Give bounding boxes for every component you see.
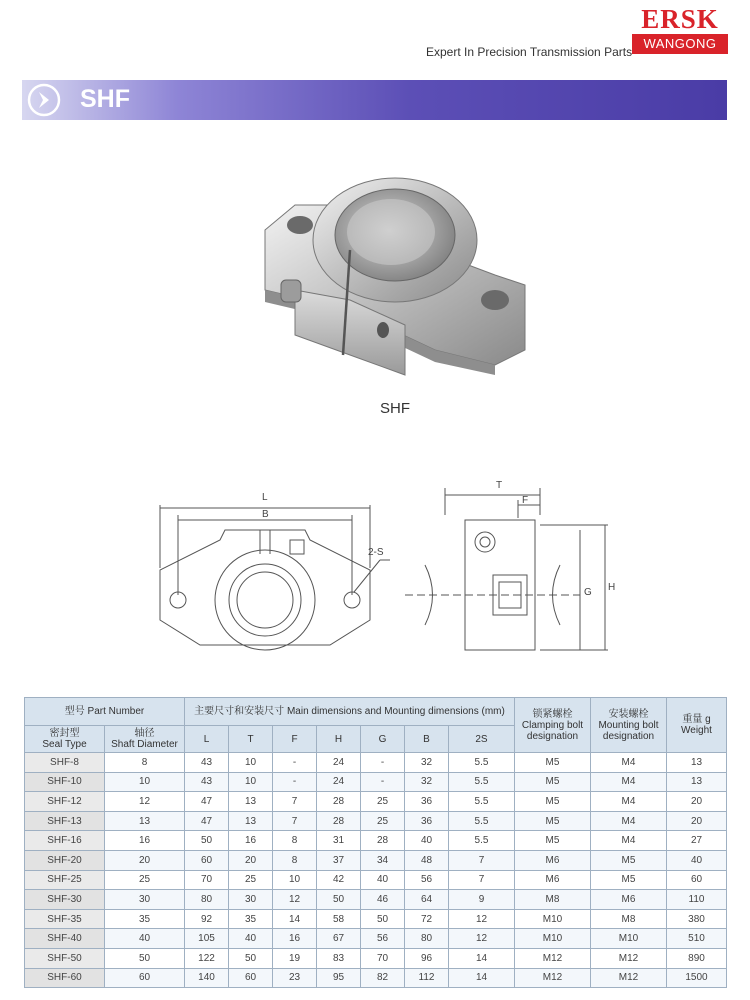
spec-table-body [25,753,727,988]
table-cell: 9 [449,890,515,910]
table-cell: M5 [515,831,591,851]
table-cell: 7 [273,792,317,812]
header-part-number: 型号 Part Number [25,698,185,726]
table-cell: 16 [105,831,185,851]
table-cell: 14 [273,909,317,929]
table-cell: 110 [667,890,727,910]
table-cell: M12 [515,968,591,988]
table-cell: 82 [361,968,405,988]
table-cell: 60 [185,850,229,870]
table-cell: 24 [317,753,361,773]
table-cell: M4 [591,772,667,792]
table-cell: M4 [591,792,667,812]
table-cell: 50 [361,909,405,929]
table-cell: SHF-35 [25,909,105,929]
photo-caption: SHF [380,400,410,417]
dim-label-l: L [262,492,268,503]
header-dim-b: B [405,726,449,753]
table-cell: SHF-30 [25,890,105,910]
table-cell: - [273,753,317,773]
table-cell: SHF-12 [25,792,105,812]
table-cell: 67 [317,929,361,949]
header-mounting-bolt: 安装螺栓 Mounting bolt designation [591,698,667,753]
dim-label-t: T [496,480,503,491]
table-cell: SHF-60 [25,968,105,988]
table-cell: 5.5 [449,772,515,792]
brand-subtitle: WANGONG [632,34,728,54]
section-title: SHF [80,85,130,113]
table-cell: M4 [591,753,667,773]
table-cell: 25 [105,870,185,890]
table-cell: 50 [105,948,185,968]
table-cell: 380 [667,909,727,929]
table-cell: 47 [185,792,229,812]
table-cell: 13 [229,792,273,812]
table-row [25,968,727,988]
header-dim-t: T [229,726,273,753]
table-row [25,772,727,792]
header-dim-h: H [317,726,361,753]
table-cell: M12 [515,948,591,968]
spec-table [24,697,727,988]
table-cell: M12 [591,948,667,968]
table-cell: 80 [405,929,449,949]
table-cell: 47 [185,811,229,831]
table-cell: 13 [229,811,273,831]
table-cell: SHF-13 [25,811,105,831]
table-cell: M8 [515,890,591,910]
table-cell: 890 [667,948,727,968]
table-cell: M5 [515,753,591,773]
dim-label-f: F [522,495,529,506]
table-cell: 72 [405,909,449,929]
section-banner [22,80,727,120]
header-dim-l: L [185,726,229,753]
header-dim-2s: 2S [449,726,515,753]
table-cell: 14 [449,968,515,988]
table-cell: 28 [317,792,361,812]
table-cell: 92 [185,909,229,929]
table-cell: 7 [273,811,317,831]
table-cell: M12 [591,968,667,988]
table-cell: 50 [185,831,229,851]
table-cell: 10 [229,772,273,792]
table-cell: M5 [515,792,591,812]
table-cell: 40 [361,870,405,890]
table-cell: - [273,772,317,792]
table-cell: 20 [667,811,727,831]
table-cell: M10 [515,929,591,949]
table-cell: 5.5 [449,831,515,851]
table-cell: 50 [229,948,273,968]
table-cell: 5.5 [449,792,515,812]
table-cell: 13 [667,772,727,792]
table-cell: 40 [667,850,727,870]
dim-label-s: 2-S [368,547,384,558]
table-cell: 510 [667,929,727,949]
table-cell: 64 [405,890,449,910]
table-cell: SHF-16 [25,831,105,851]
table-cell: 14 [449,948,515,968]
table-cell: 10 [273,870,317,890]
table-row [25,870,727,890]
table-cell: 20 [229,850,273,870]
product-photo [255,150,535,390]
header-dim-g: G [361,726,405,753]
table-cell: 13 [105,811,185,831]
table-cell: M6 [515,870,591,890]
technical-drawing [140,470,620,670]
table-row [25,831,727,851]
table-row [25,948,727,968]
table-cell: 80 [185,890,229,910]
table-row [25,811,727,831]
table-cell: 23 [273,968,317,988]
table-cell: 28 [361,831,405,851]
chevron-right-circle-icon [27,83,61,117]
table-cell: M5 [515,772,591,792]
table-cell: 83 [317,948,361,968]
table-cell: 30 [105,890,185,910]
table-cell: SHF-25 [25,870,105,890]
table-cell: 95 [317,968,361,988]
table-cell: M4 [591,811,667,831]
table-cell: 28 [317,811,361,831]
table-cell: 12 [105,792,185,812]
table-cell: 12 [449,929,515,949]
table-cell: 60 [229,968,273,988]
table-cell: 12 [449,909,515,929]
table-cell: M8 [591,909,667,929]
table-cell: M6 [591,890,667,910]
header-seal-type: 密封型 Seal Type [25,726,105,753]
table-row [25,850,727,870]
table-cell: 8 [273,831,317,851]
tagline: Expert In Precision Transmission Parts [426,45,633,59]
table-cell: 56 [361,929,405,949]
table-cell: 10 [105,772,185,792]
table-cell: 12 [273,890,317,910]
table-cell: 30 [229,890,273,910]
table-cell: 25 [229,870,273,890]
table-cell: 40 [405,831,449,851]
table-cell: M5 [591,850,667,870]
table-cell: 40 [229,929,273,949]
table-cell: 70 [185,870,229,890]
brand-logo [632,4,728,54]
table-cell: M6 [515,850,591,870]
table-cell: 7 [449,850,515,870]
header-weight: 重量 g Weight [667,698,727,753]
table-row [25,753,727,773]
table-cell: 40 [105,929,185,949]
table-row [25,909,727,929]
table-cell: 20 [667,792,727,812]
table-cell: 50 [317,890,361,910]
table-cell: M10 [591,929,667,949]
table-cell: SHF-20 [25,850,105,870]
table-cell: 58 [317,909,361,929]
table-cell: M5 [591,870,667,890]
table-cell: SHF-40 [25,929,105,949]
table-cell: 16 [229,831,273,851]
table-cell: 27 [667,831,727,851]
table-cell: 25 [361,792,405,812]
header-dim-f: F [273,726,317,753]
header-main-dimensions: 主要尺寸和安装尺寸 Main dimensions and Mounting dimensions (mm) [185,698,515,726]
table-cell: 36 [405,792,449,812]
table-cell: 16 [273,929,317,949]
table-cell: 25 [361,811,405,831]
table-cell: M10 [515,909,591,929]
table-cell: 122 [185,948,229,968]
table-cell: 112 [405,968,449,988]
table-cell: 32 [405,753,449,773]
table-cell: 35 [229,909,273,929]
table-cell: 35 [105,909,185,929]
table-cell: - [361,753,405,773]
table-cell: 36 [405,811,449,831]
table-cell: 13 [667,753,727,773]
table-cell: 96 [405,948,449,968]
table-cell: 56 [405,870,449,890]
table-cell: 7 [449,870,515,890]
table-cell: 8 [105,753,185,773]
table-cell: 24 [317,772,361,792]
table-cell: SHF-50 [25,948,105,968]
table-cell: 32 [405,772,449,792]
table-cell: SHF-10 [25,772,105,792]
table-cell: 34 [361,850,405,870]
table-cell: 20 [105,850,185,870]
table-cell: 42 [317,870,361,890]
table-cell: 10 [229,753,273,773]
table-cell: 105 [185,929,229,949]
dim-label-g: G [584,587,592,598]
table-cell: 8 [273,850,317,870]
table-cell: 43 [185,772,229,792]
table-cell: 46 [361,890,405,910]
table-cell: 140 [185,968,229,988]
table-cell: - [361,772,405,792]
table-cell: 5.5 [449,753,515,773]
table-row [25,890,727,910]
table-cell: 31 [317,831,361,851]
table-cell: 60 [667,870,727,890]
dim-label-b: B [262,509,269,520]
header-shaft-diameter: 轴径 Shaft Diameter [105,726,185,753]
brand-name: ERSK [641,4,719,34]
table-cell: 70 [361,948,405,968]
table-cell: M4 [591,831,667,851]
table-cell: 43 [185,753,229,773]
table-cell: 48 [405,850,449,870]
header-clamping-bolt: 锁紧螺栓 Clamping bolt designation [515,698,591,753]
table-cell: 5.5 [449,811,515,831]
table-cell: 37 [317,850,361,870]
table-row [25,929,727,949]
table-cell: 1500 [667,968,727,988]
table-row [25,792,727,812]
table-cell: 19 [273,948,317,968]
table-cell: SHF-8 [25,753,105,773]
table-cell: 60 [105,968,185,988]
table-cell: M5 [515,811,591,831]
dim-label-h: H [608,582,616,593]
